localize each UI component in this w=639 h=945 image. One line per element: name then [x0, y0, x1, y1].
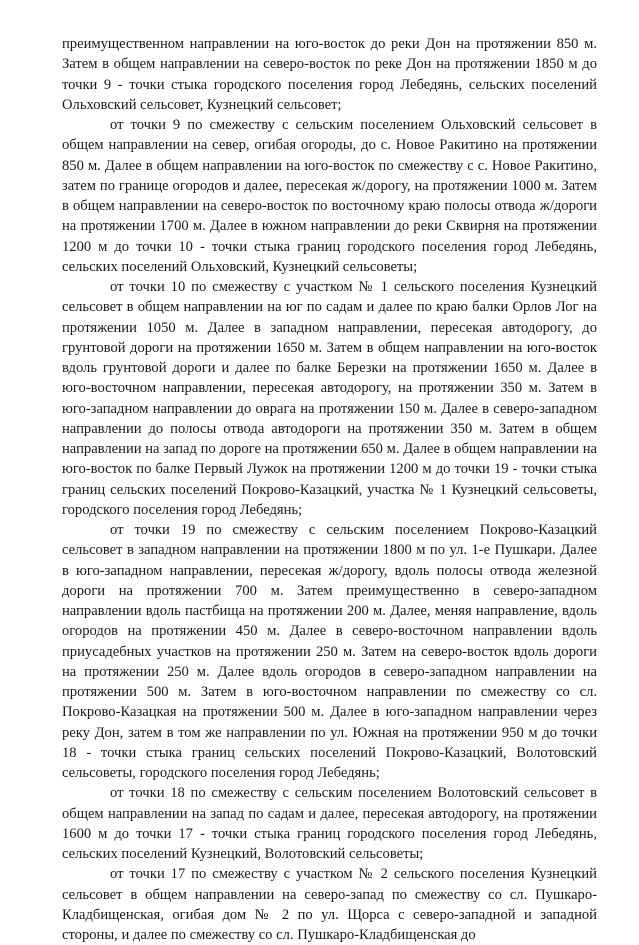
document-body	[62, 34, 597, 945]
paragraph-4: от точки 19 по смежеству с сельским поселением Покрово-Казацкий сельсовет в западном направлении на протяжении 1800 м по ул. 1-е Пушкари. Далее в юго-западном направлении, пересекая ж/дорогу, вдоль полосы отвода железной дороги на протяжении 700 м. Затем преимущественно в северо-западном направлении вдоль пастбища на протяжении 200 м. Далее, меняя направление, вдоль огородов на протяжении 450 м. Далее в северо-восточном направлении вдоль приусадебных участков на протяжении 250 м. Затем на северо-восток вдоль дороги на протяжении 250 м. Далее вдоль огородов в северо-западном направлении на протяжении 500 м. Затем в юго-восточном направлении по смежеству со сл. Покрово-Казацкая на протяжении 500 м. Далее в юго-западном направлении через реку Дон, затем в том же направлении по ул. Южная на протяжении 950 м до точки 18 - точки стыка границ сельских поселений Покрово-Казацкий, Волотовский сельсоветы, городского поселения город Лебедянь;	[62, 522, 597, 781]
paragraph-2: от точки 9 по смежеству с сельским поселением Ольховский сельсовет в общем направлении на север, огибая огороды, до с. Новое Ракитино на протяжении 850 м. Далее в общем направлении на юго-восток по смежеству с с. Новое Ракитино, затем по границе огородов и далее, пересекая ж/дорогу, на протяжении 1000 м. Затем в общем направлении на северо-восток по восточному краю полосы отвода ж/дороги на протяжении 1700 м. Далее в южном направлении до реки Сквирня на протяжении 1200 м до точки 10 - точки стыка границ городского поселения город Лебедянь, сельских поселений Ольховский, Кузнецкий сельсоветы;	[62, 117, 597, 275]
paragraph-6: от точки 17 по смежеству с участком № 2 сельского поселения Кузнецкий сельсовет в общем направлении на северо-запад по смежеству со сл. Пушкаро-Кладбищенская, огибая дом № 2 по ул. Щорса с северо-западной и западной стороны, и далее по смежеству со сл. Пушкаро-Кладбищенская до	[62, 866, 597, 943]
paragraph-3: от точки 10 по смежеству с участком № 1 сельского поселения Кузнецкий сельсовет в общем направлении на юг по садам и далее по краю балки Орлов Лог на протяжении 1050 м. Далее в западном направлении, пересекая автодорогу, до грунтовой дороги на протяжении 1650 м. Затем в общем направлении на юго-восток вдоль грунтовой дороги и далее по балке Березки на протяжении 1650 м. Далее в юго-восточном направлении, пересекая автодорогу, на протяжении 350 м. Затем в юго-западном направлении до оврага на протяжении 150 м. Далее в северо-западном направлении до полосы отвода автодороги на протяжении 350 м. Затем в общем направлении на запад по дороге на протяжении 650 м. Далее в общем направлении на юго-восток по балке Первый Лужок на протяжении 1200 м до точки 19 - точки стыка границ сельских поселений Покрово-Казацкий, участка № 1 Кузнецкий сельсоветы, городского поселения город Лебедянь;	[62, 279, 597, 518]
paragraph-5: от точки 18 по смежеству с сельским поселением Волотовский сельсовет в общем направлении на запад по садам и далее, пересекая автодорогу, на протяжении 1600 м до точки 17 - точки стыка границ городского поселения город Лебедянь, сельских поселений Кузнецкий, Волотовский сельсоветы;	[62, 785, 597, 862]
paragraph-1: преимущественном направлении на юго-восток до реки Дон на протяжении 850 м. Затем в общем направлении на северо-восток по реке Дон на протяжении 1850 м до точки 9 - точки стыка городского поселения город Лебедянь, сельских поселений Ольховский сельсовет, Кузнецкий сельсовет;	[62, 36, 597, 113]
